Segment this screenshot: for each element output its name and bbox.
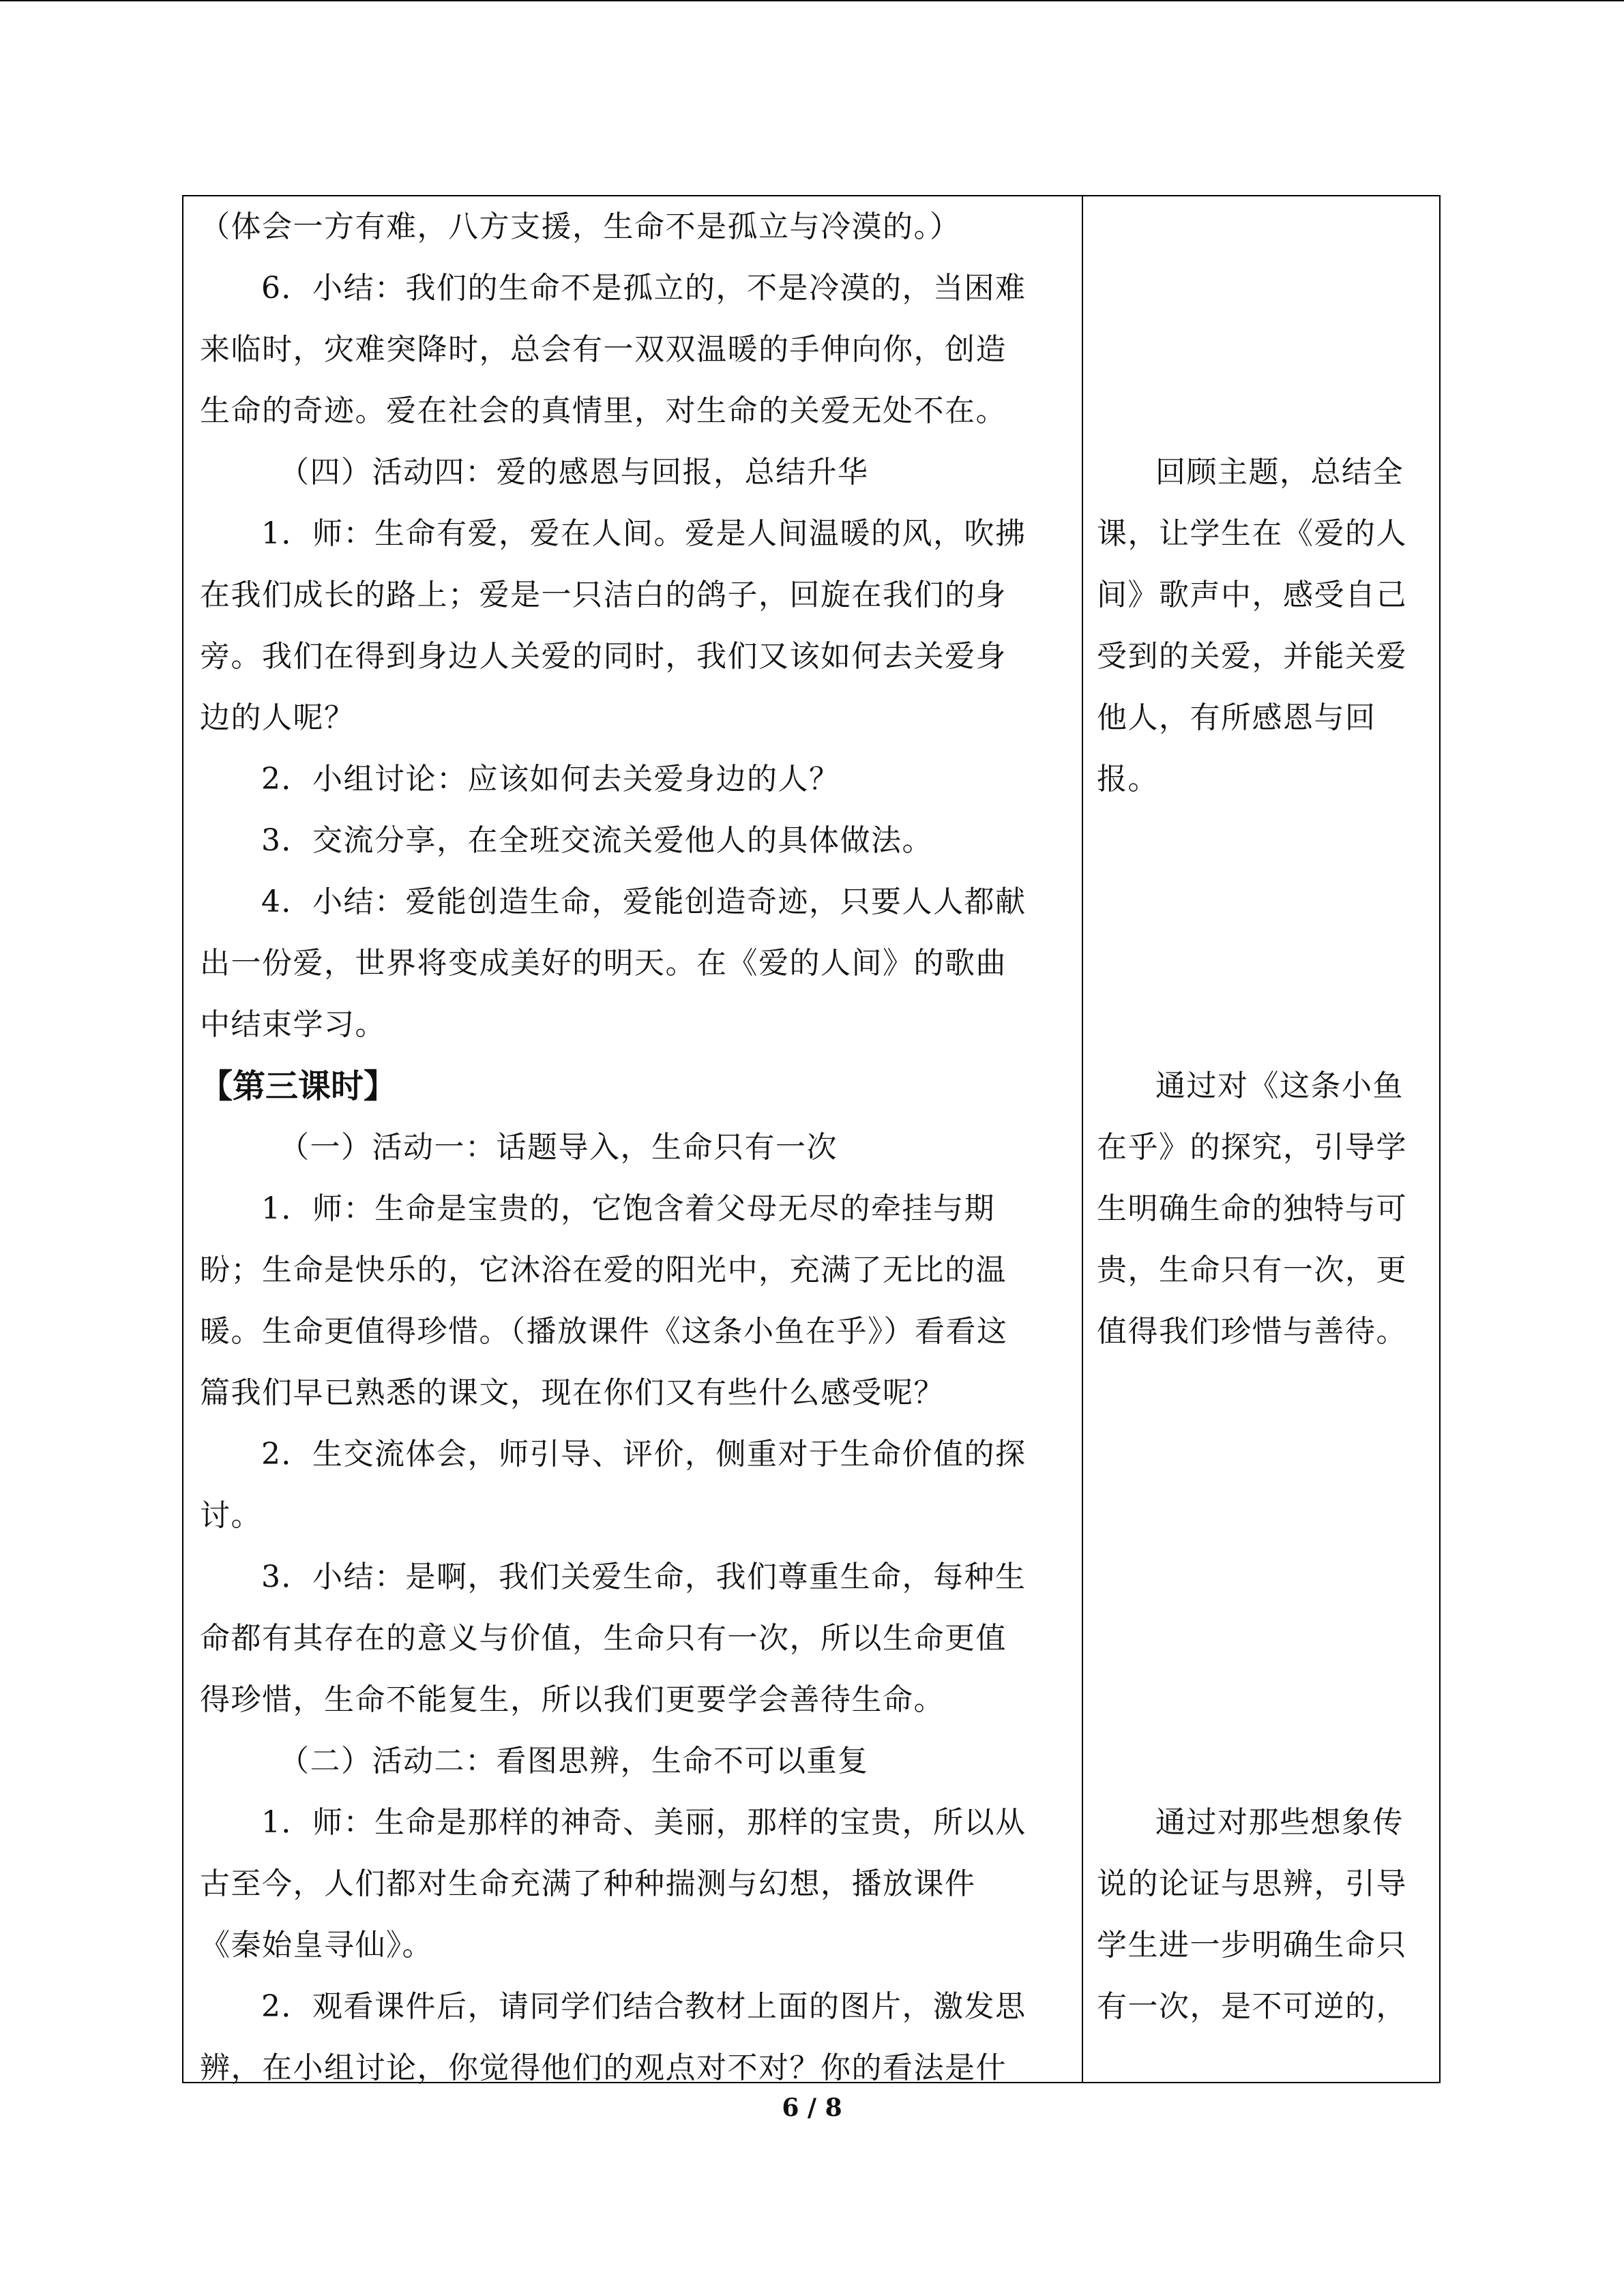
third-lesson-title: 【第三课时】 [200,1067,397,1105]
main-line-12: 4．小结：爱能创造生命，爱能创造奇迹，只要人人都献 [261,884,1027,919]
main-line-30: 2．观看课件后，请同学们结合教材上面的图片，激发思 [261,1989,1027,2024]
teaching-process-column [183,196,1083,2085]
main-line-19: 暖。生命更值得珍惜。（播放课件《这条小鱼在乎》）看看这 [200,1314,1008,1349]
side-line-10: 贵，生命只有一次，更 [1097,1253,1407,1287]
main-line-17: 1．师：生命是宝贵的，它饱含着父母无尽的牵挂与期 [261,1191,995,1226]
main-line-28: 古至今，人们都对生命充满了种种揣测与幻想，播放课件 [200,1866,976,1901]
main-line-11: 3．交流分享，在全班交流关爱他人的具体做法。 [261,823,933,858]
main-line-31: 辨，在小组讨论，你觉得他们的观点对不对？你的看法是什 [200,2051,1007,2085]
activity-one-heading: （一）活动一：话题导入，生命只有一次 [279,1130,838,1165]
design-intent-column [1083,196,1439,2082]
activity-four-heading: （四）活动四：爱的感恩与回报，总结升华 [279,455,869,490]
side-line-3: 间》歌声中，感受自己 [1097,578,1407,612]
side-line-2: 课，让学生在《爱的人 [1097,516,1407,551]
main-line-18: 盼；生命是快乐的，它沐浴在爱的阳光中，充满了无比的温 [200,1253,1007,1287]
main-line-22: 讨。 [200,1498,262,1533]
side-line-6: 报。 [1097,762,1159,796]
side-line-13: 说的论证与思辨，引导 [1097,1866,1407,1901]
activity-two-heading: （二）活动二：看图思辨，生命不可以重复 [279,1744,869,1778]
main-line-1: （体会一方有难，八方支援，生命不是孤立与冷漠的。） [200,209,961,244]
side-line-1: 回顾主题，总结全 [1155,455,1404,490]
side-line-12: 通过对那些想象传 [1155,1805,1404,1840]
page-top-border [0,0,1624,1]
main-line-23: 3．小结：是啊，我们关爱生命，我们尊重生命，每种生 [261,1560,1027,1594]
main-line-27: 1．师：生命是那样的神奇、美丽，那样的宝贵，所以从 [261,1805,1027,1840]
main-line-8: 旁。我们在得到身边人关爱的同时，我们又该如何去关爱身 [200,639,1007,674]
main-line-3: 来临时，灾难突降时，总会有一双双温暖的手伸向你，创造 [200,332,1007,367]
main-line-29: 《秦始皇寻仙》。 [200,1928,433,1963]
side-line-7: 通过对《这条小鱼 [1155,1069,1404,1103]
side-line-8: 在乎》的探究，引导学 [1097,1130,1407,1165]
main-line-9: 边的人呢？ [200,700,355,735]
main-line-20: 篇我们早已熟悉的课文，现在你们又有些什么感受呢？ [200,1375,945,1410]
page-number: 6 / 8 [782,2093,842,2122]
main-line-21: 2．生交流体会，师引导、评价，侧重对于生命价值的探 [261,1437,1027,1472]
lesson-plan-table [182,195,1441,2083]
main-line-2: 6．小结：我们的生命不是孤立的，不是冷漠的，当困难 [261,271,1027,305]
side-line-5: 他人，有所感恩与回 [1097,700,1376,735]
main-line-25: 得珍惜，生命不能复生，所以我们更要学会善待生命。 [200,1682,945,1717]
main-line-24: 命都有其存在的意义与价值，生命只有一次，所以生命更值 [200,1621,1007,1656]
side-line-4: 受到的关爱，并能关爱 [1097,639,1407,674]
main-line-13: 出一份爱，世界将变成美好的明天。在《爱的人间》的歌曲 [200,946,1007,981]
main-line-6: 1．师：生命有爱，爱在人间。爱是人间温暖的风，吹拂 [261,516,1027,551]
main-line-7: 在我们成长的路上；爱是一只洁白的鸽子，回旋在我们的身 [200,578,1007,612]
side-line-11: 值得我们珍惜与善待。 [1097,1314,1407,1349]
main-line-10: 2．小组讨论：应该如何去关爱身边的人？ [261,762,840,796]
main-line-4: 生命的奇迹。爱在社会的真情里，对生命的关爱无处不在。 [200,393,1007,428]
main-line-14: 中结束学习。 [200,1007,386,1042]
side-line-15: 有一次，是不可逆的， [1097,1989,1407,2024]
side-line-9: 生明确生命的独特与可 [1097,1191,1407,1226]
side-line-14: 学生进一步明确生命只 [1097,1928,1407,1963]
